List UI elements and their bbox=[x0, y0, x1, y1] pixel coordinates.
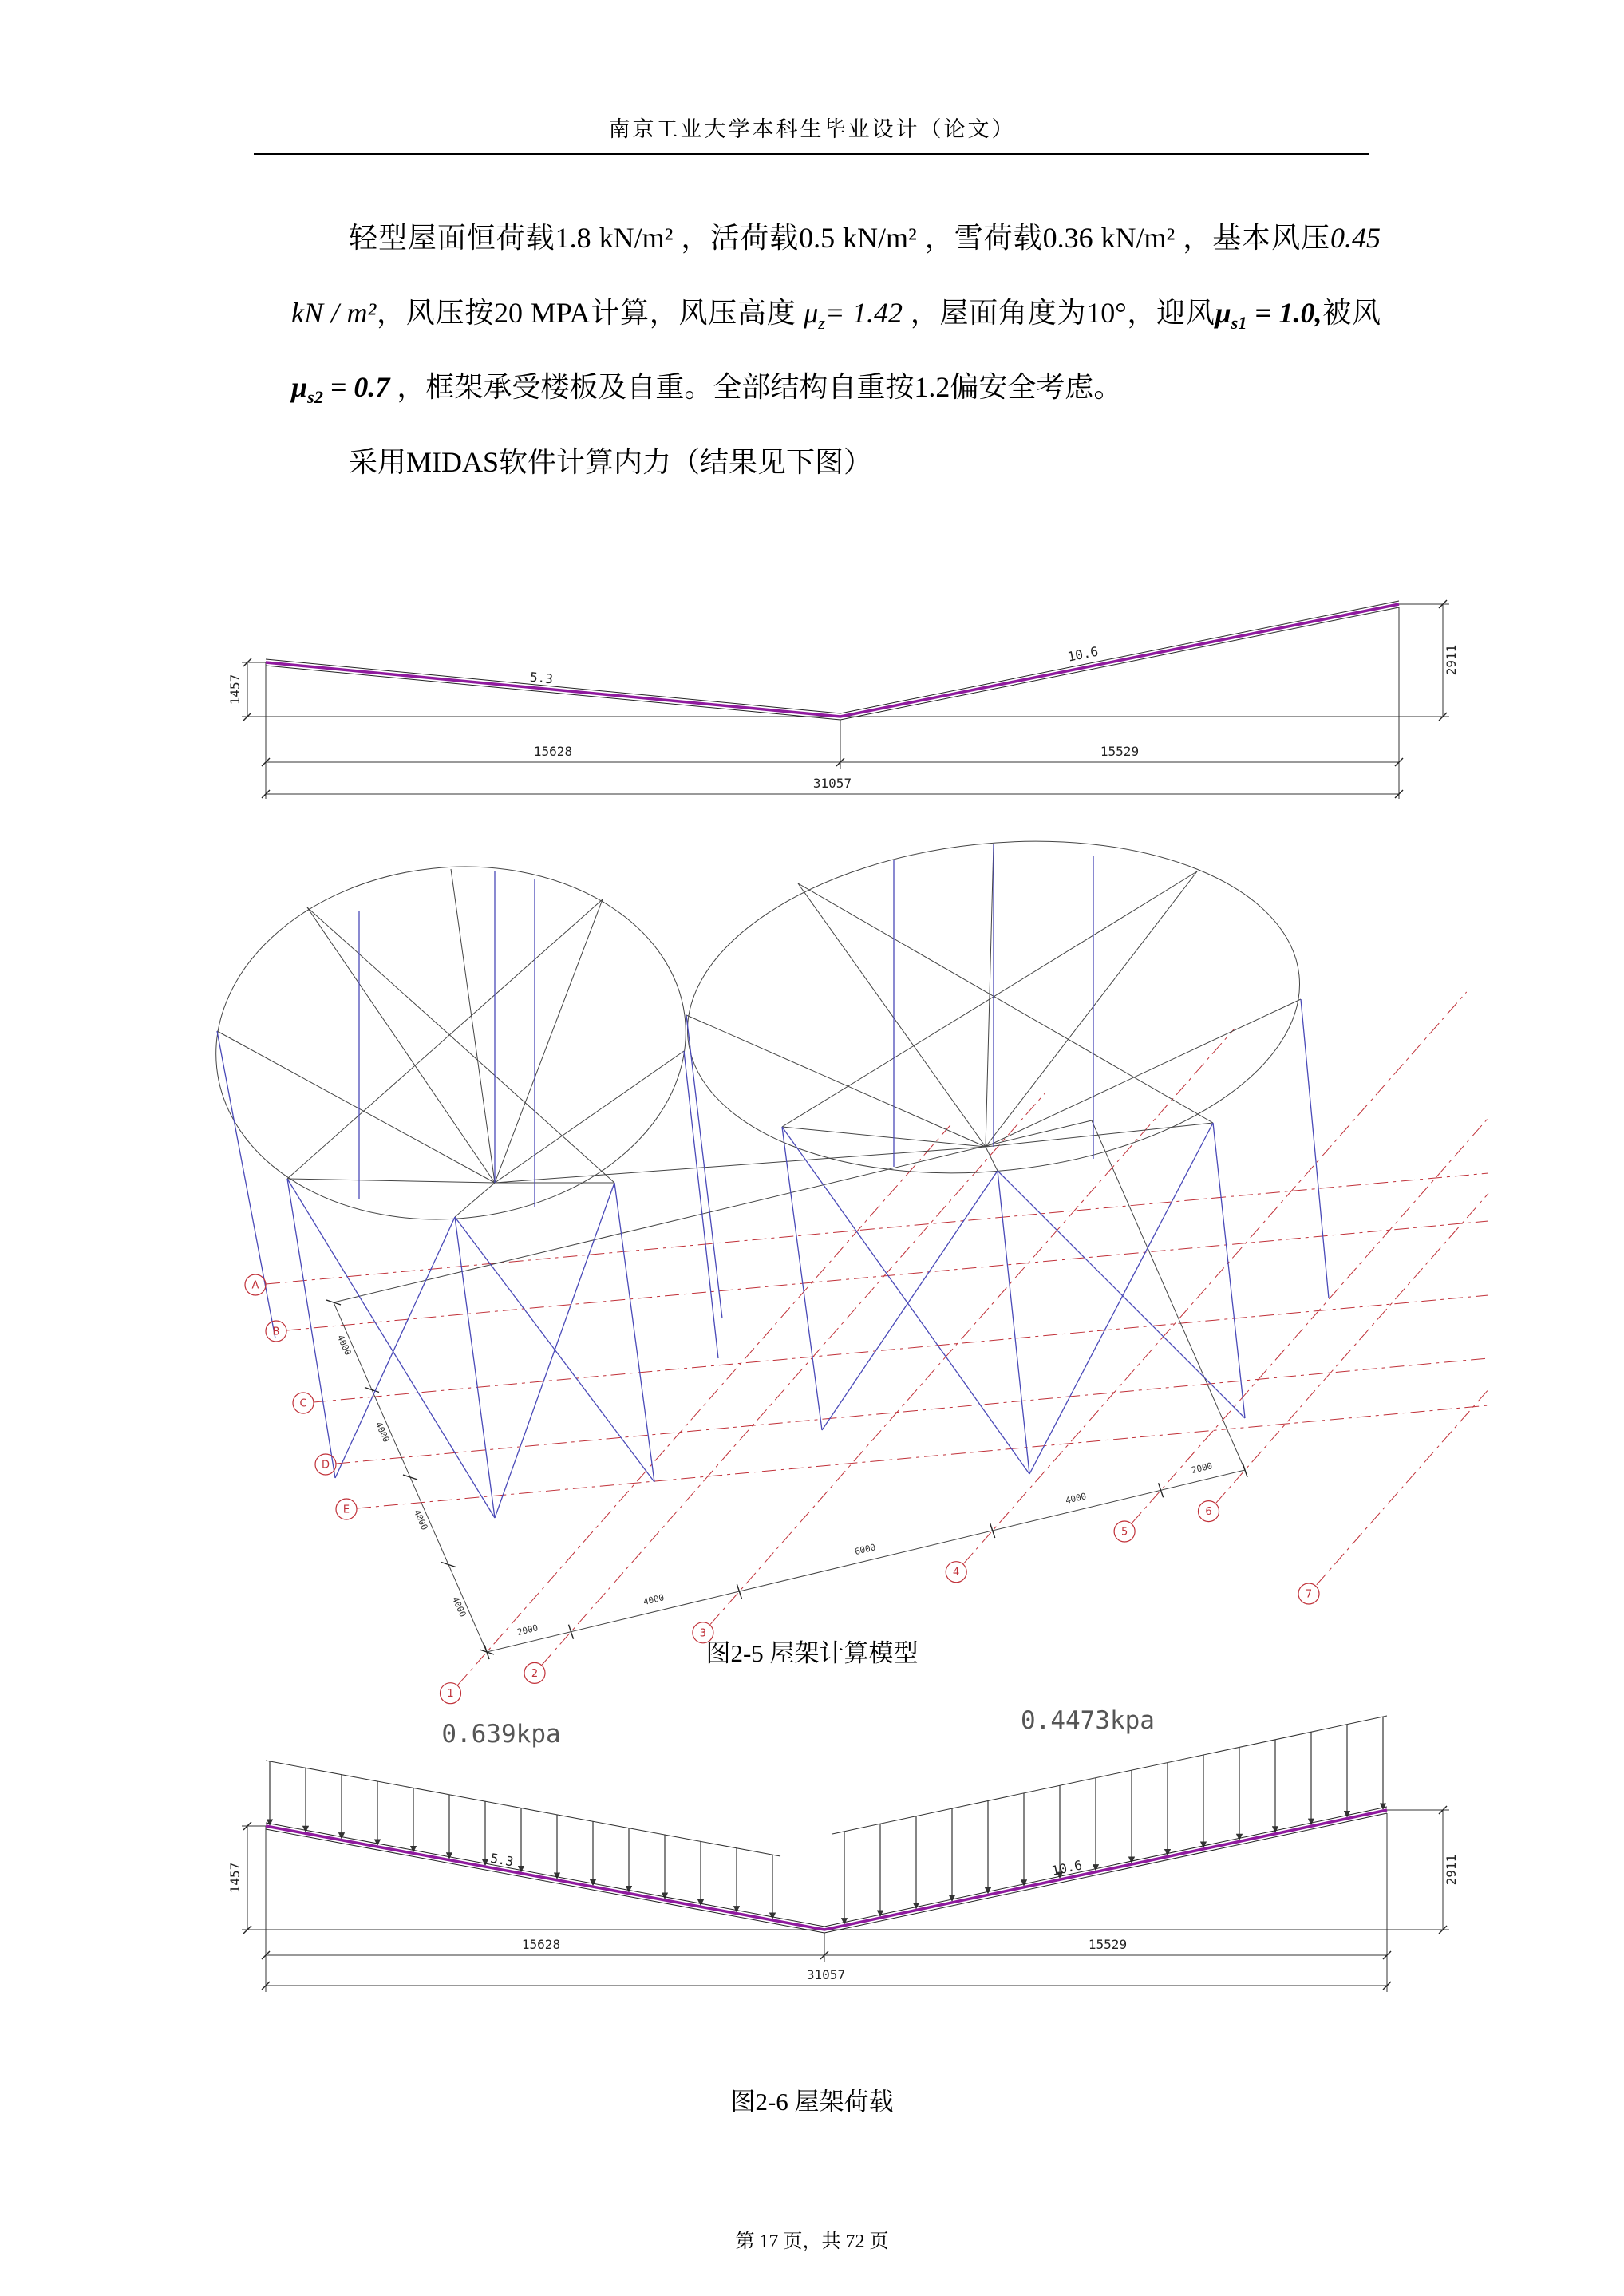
load-right-label: 0.4473kpa bbox=[1021, 1706, 1155, 1735]
text-segment: ，框架承受楼板及自重。全部结构自重按1.2偏安全考虑。 bbox=[389, 371, 1123, 404]
dim-total: 31057 bbox=[806, 1967, 846, 1982]
roof-load-figure bbox=[222, 1698, 1467, 2041]
svg-text:7: 7 bbox=[1305, 1588, 1313, 1601]
right-load-arrows bbox=[844, 1717, 1383, 1924]
svg-text:A: A bbox=[251, 1279, 259, 1292]
svg-text:C: C bbox=[299, 1397, 307, 1410]
mu-s2-value: = 0.7 bbox=[322, 371, 390, 404]
svg-text:2000: 2000 bbox=[516, 1622, 539, 1638]
axis-bubbles-numbers bbox=[441, 1501, 1320, 1704]
dim-right-height: 2911 bbox=[1444, 1854, 1459, 1886]
dim-span-left: 15628 bbox=[533, 744, 573, 759]
roof-radial-beams bbox=[217, 844, 1301, 1217]
text-segment: 被风 bbox=[1322, 296, 1381, 329]
dim-total: 31057 bbox=[812, 776, 852, 791]
svg-text:4000: 4000 bbox=[411, 1508, 430, 1532]
grid-axis-lines bbox=[266, 992, 1488, 1685]
svg-text:B: B bbox=[272, 1326, 280, 1338]
mu-s2-subscript: s2 bbox=[307, 387, 323, 408]
mu-s2-symbol: μ bbox=[291, 371, 308, 404]
load-band-lines bbox=[266, 1716, 1387, 1856]
grid-dimension-labels bbox=[335, 1334, 1214, 1638]
svg-text:4000: 4000 bbox=[334, 1333, 354, 1357]
slope-left-label: 5.3 bbox=[489, 1850, 515, 1870]
svg-text:3: 3 bbox=[699, 1627, 707, 1640]
mu-z-subscript: z bbox=[818, 312, 825, 333]
wind-pressure-value: 0.45 kN / m² bbox=[291, 222, 1381, 329]
mu-z-value: = 1.42 bbox=[824, 296, 903, 329]
svg-text:4000: 4000 bbox=[449, 1595, 468, 1619]
text-segment: 轻型屋面恒荷载1.8 kN/m² ，活荷载0.5 kN/m² ，雪荷载0.36 kN/m² ，基本风压 bbox=[349, 222, 1330, 254]
mu-z-symbol: μ bbox=[804, 296, 819, 329]
figure-2-5-caption: 图2-5 屋架计算模型 bbox=[705, 1639, 919, 1667]
figure-2-6-caption: 图2-6 屋架荷载 bbox=[730, 2088, 894, 2116]
header-divider bbox=[254, 153, 1369, 155]
svg-text:D: D bbox=[321, 1459, 330, 1472]
mu-s1-subscript: s1 bbox=[1231, 312, 1247, 333]
load-parameters-paragraph bbox=[291, 201, 1381, 425]
dim-span-right: 15529 bbox=[1100, 744, 1140, 759]
roof-line bbox=[266, 1807, 1387, 1933]
svg-text:5: 5 bbox=[1120, 1526, 1128, 1539]
text-segment: ，风压按20 MPA计算，风压高度 bbox=[376, 296, 804, 329]
svg-text:4000: 4000 bbox=[642, 1592, 666, 1608]
svg-text:6: 6 bbox=[1205, 1506, 1212, 1519]
page-header-title: 南京工业大学本科生毕业设计（论文） bbox=[608, 117, 1016, 141]
dimension-lines bbox=[242, 1810, 1449, 1992]
dim-right-height: 2911 bbox=[1444, 644, 1459, 676]
slope-right-label: 10.6 bbox=[1066, 643, 1100, 665]
dim-span-right: 15529 bbox=[1088, 1937, 1128, 1952]
mu-s1-symbol: μ bbox=[1215, 296, 1231, 329]
mu-s1-value: = 1.0, bbox=[1247, 296, 1322, 329]
svg-text:4: 4 bbox=[953, 1567, 960, 1579]
truss-3d-model-figure bbox=[136, 816, 1492, 1717]
text-segment: ，屋面角度为10°，迎风 bbox=[903, 296, 1215, 329]
axis-bubbles-letters bbox=[245, 1274, 357, 1519]
midas-paragraph bbox=[291, 425, 1381, 500]
main-text-block bbox=[291, 201, 1381, 500]
svg-text:2000: 2000 bbox=[1190, 1460, 1214, 1476]
text-segment: 采用MIDAS软件计算内力（结果见下图） bbox=[349, 445, 873, 478]
svg-text:4000: 4000 bbox=[1064, 1491, 1088, 1507]
svg-text:2: 2 bbox=[531, 1667, 539, 1680]
roof-rings bbox=[199, 816, 1317, 1243]
truss-elevation-figure bbox=[222, 587, 1467, 826]
dimension-ticks bbox=[243, 1806, 1447, 1990]
svg-text:E: E bbox=[342, 1504, 350, 1516]
slope-right-label: 10.6 bbox=[1050, 1857, 1084, 1879]
roof-line bbox=[266, 601, 1399, 720]
dim-left-height: 1457 bbox=[227, 1862, 243, 1894]
svg-text:1: 1 bbox=[447, 1688, 454, 1701]
svg-text:6000: 6000 bbox=[853, 1542, 877, 1558]
load-left-label: 0.639kpa bbox=[441, 1720, 561, 1749]
page-number-footer: 第 17 页，共 72 页 bbox=[735, 2231, 889, 2252]
dim-left-height: 1457 bbox=[227, 674, 243, 705]
dim-span-left: 15628 bbox=[521, 1937, 561, 1952]
svg-text:4000: 4000 bbox=[373, 1420, 392, 1444]
ground-grid-edges bbox=[326, 1120, 1247, 1659]
slope-left-label: 5.3 bbox=[529, 669, 554, 687]
